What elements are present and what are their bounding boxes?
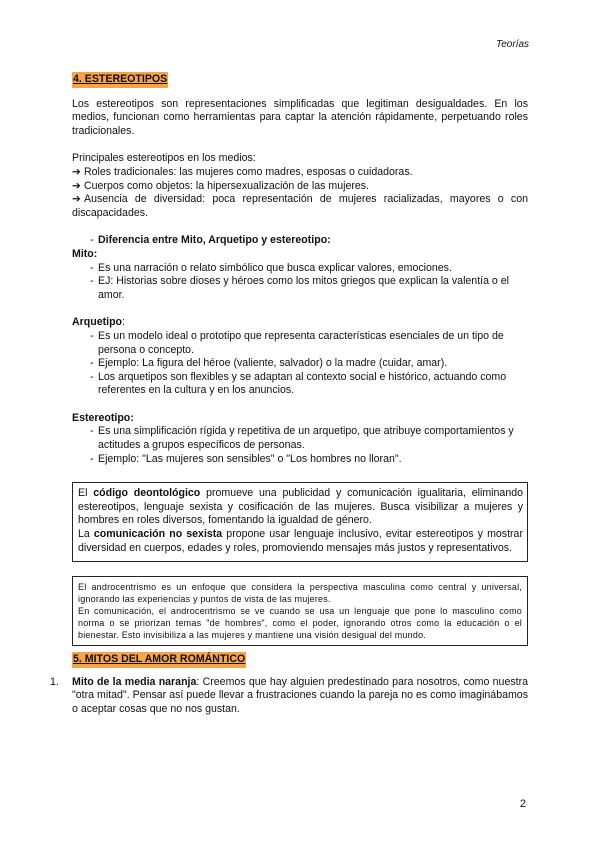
page-number: 2 <box>519 798 526 810</box>
diff-heading-list <box>72 234 528 248</box>
estereotipo-list <box>72 425 528 466</box>
page-content <box>50 72 529 717</box>
heading-estereotipos: 4. ESTEREOTIPOS <box>72 72 168 88</box>
mito-list <box>72 262 528 303</box>
heading-mitos-amor: 5. MITOS DEL AMOR ROMÁNTICO <box>72 652 246 668</box>
list-item: - EJ: Historias sobre dioses y héroes como los mitos griegos que explican la valentía o el amor. <box>72 275 528 302</box>
arrow-right-icon: ➔ <box>72 165 81 178</box>
arquetipo-list <box>72 330 528 398</box>
list-item: - Es un modelo ideal o prototipo que representa características esenciales de un tipo de persona o concepto. <box>72 330 528 357</box>
non-sexist-paragraph: La comunicación no sexista propone usar lenguaje inclusivo, evitar estereotipos y mostrar diversidad en cuerpos, edades y roles, promoviendo mensajes más justos y representativos. <box>78 528 523 554</box>
main-stereotypes-label: Principales estereotipos en los medios: <box>72 152 256 165</box>
androcentrism-paragraph-2: En comunicación, el androcentrismo se ve cuando se usa un lenguaje que pone lo masculino como norma o se priorizan temas "de hombres", como el poder, ignorando otros como la educación o el bienestar. Esto invisibiliza a las mujeres y mantiene una visión desigual del mundo. <box>78 606 522 641</box>
arrow-item: ➔ Roles tradicionales: las mujeres como madres, esposas o cuidadoras. <box>72 165 413 178</box>
diff-heading: - Diferencia entre Mito, Arquetipo y estereotipo: <box>72 234 528 248</box>
arquetipo-label: Arquetipo: <box>72 316 125 329</box>
list-item: - Ejemplo: La figura del héroe (valiente, salvador) o la madre (cuidar, amar). <box>72 357 528 371</box>
item-number: 1. <box>50 675 59 688</box>
arrow-right-icon: ➔ <box>72 179 81 192</box>
deontological-box <box>72 482 528 562</box>
arrow-list <box>72 166 528 220</box>
header-title: Teorías <box>496 39 529 50</box>
mito-label: Mito: <box>72 247 98 260</box>
list-item-media-naranja: 1. Mito de la media naranja: Creemos que hay alguien predestinado para nosotros, como nuestra "otra mitad". Pensar así puede llevar a frustraciones cuando la pareja no es como imaginábamos o aceptar cosas que no nos gustan. <box>50 675 529 715</box>
list-item: - Los arquetipos son flexibles y se adaptan al contexto social e histórico, actuando como referentes en la cultura y en los anuncios. <box>72 371 528 398</box>
estereotipo-label: Estereotipo: <box>72 411 134 424</box>
intro-paragraph: Los estereotipos son representaciones simplificadas que legitiman desigualdades. En los medios, funcionan como herramientas para captar la atención rápidamente, perpetuando roles tradicionales. <box>72 97 528 137</box>
arrow-item: ➔ Cuerpos como objetos: la hipersexualización de las mujeres. <box>72 179 370 192</box>
list-item: - Ejemplo: "Las mujeres son sensibles" o "Los hombres no lloran". <box>72 453 528 467</box>
androcentrism-paragraph-1: El androcentrismo es un enfoque que considera la perspectiva masculina como central y universal, ignorando las experiencias y puntos de vista de las mujeres. <box>78 582 522 605</box>
list-item: - Es una narración o relato simbólico que busca explicar valores, emociones. <box>72 262 528 276</box>
arrow-right-icon: ➔ <box>72 193 81 206</box>
section-heading-estereotipos <box>72 72 528 88</box>
deontological-paragraph: El código deontológico promueve una publicidad y comunicación igualitaria, eliminando estereotipos, lenguaje sexista y cosificación de las mujeres. Busca visibilizar a mujeres y hombres en roles diversos, fomentando la igualdad de género. <box>78 487 523 527</box>
arrow-item: ➔ Ausencia de diversidad: poca representación de mujeres racializadas, mayores o con discapacidades. <box>72 193 528 219</box>
section-heading-mitos <box>72 652 528 668</box>
list-item: - Es una simplificación rígida y repetitiva de un arquetipo, que atribuye comportamientos y actitudes a grupos específicos de personas. <box>72 425 528 452</box>
androcentrism-box <box>72 576 528 646</box>
